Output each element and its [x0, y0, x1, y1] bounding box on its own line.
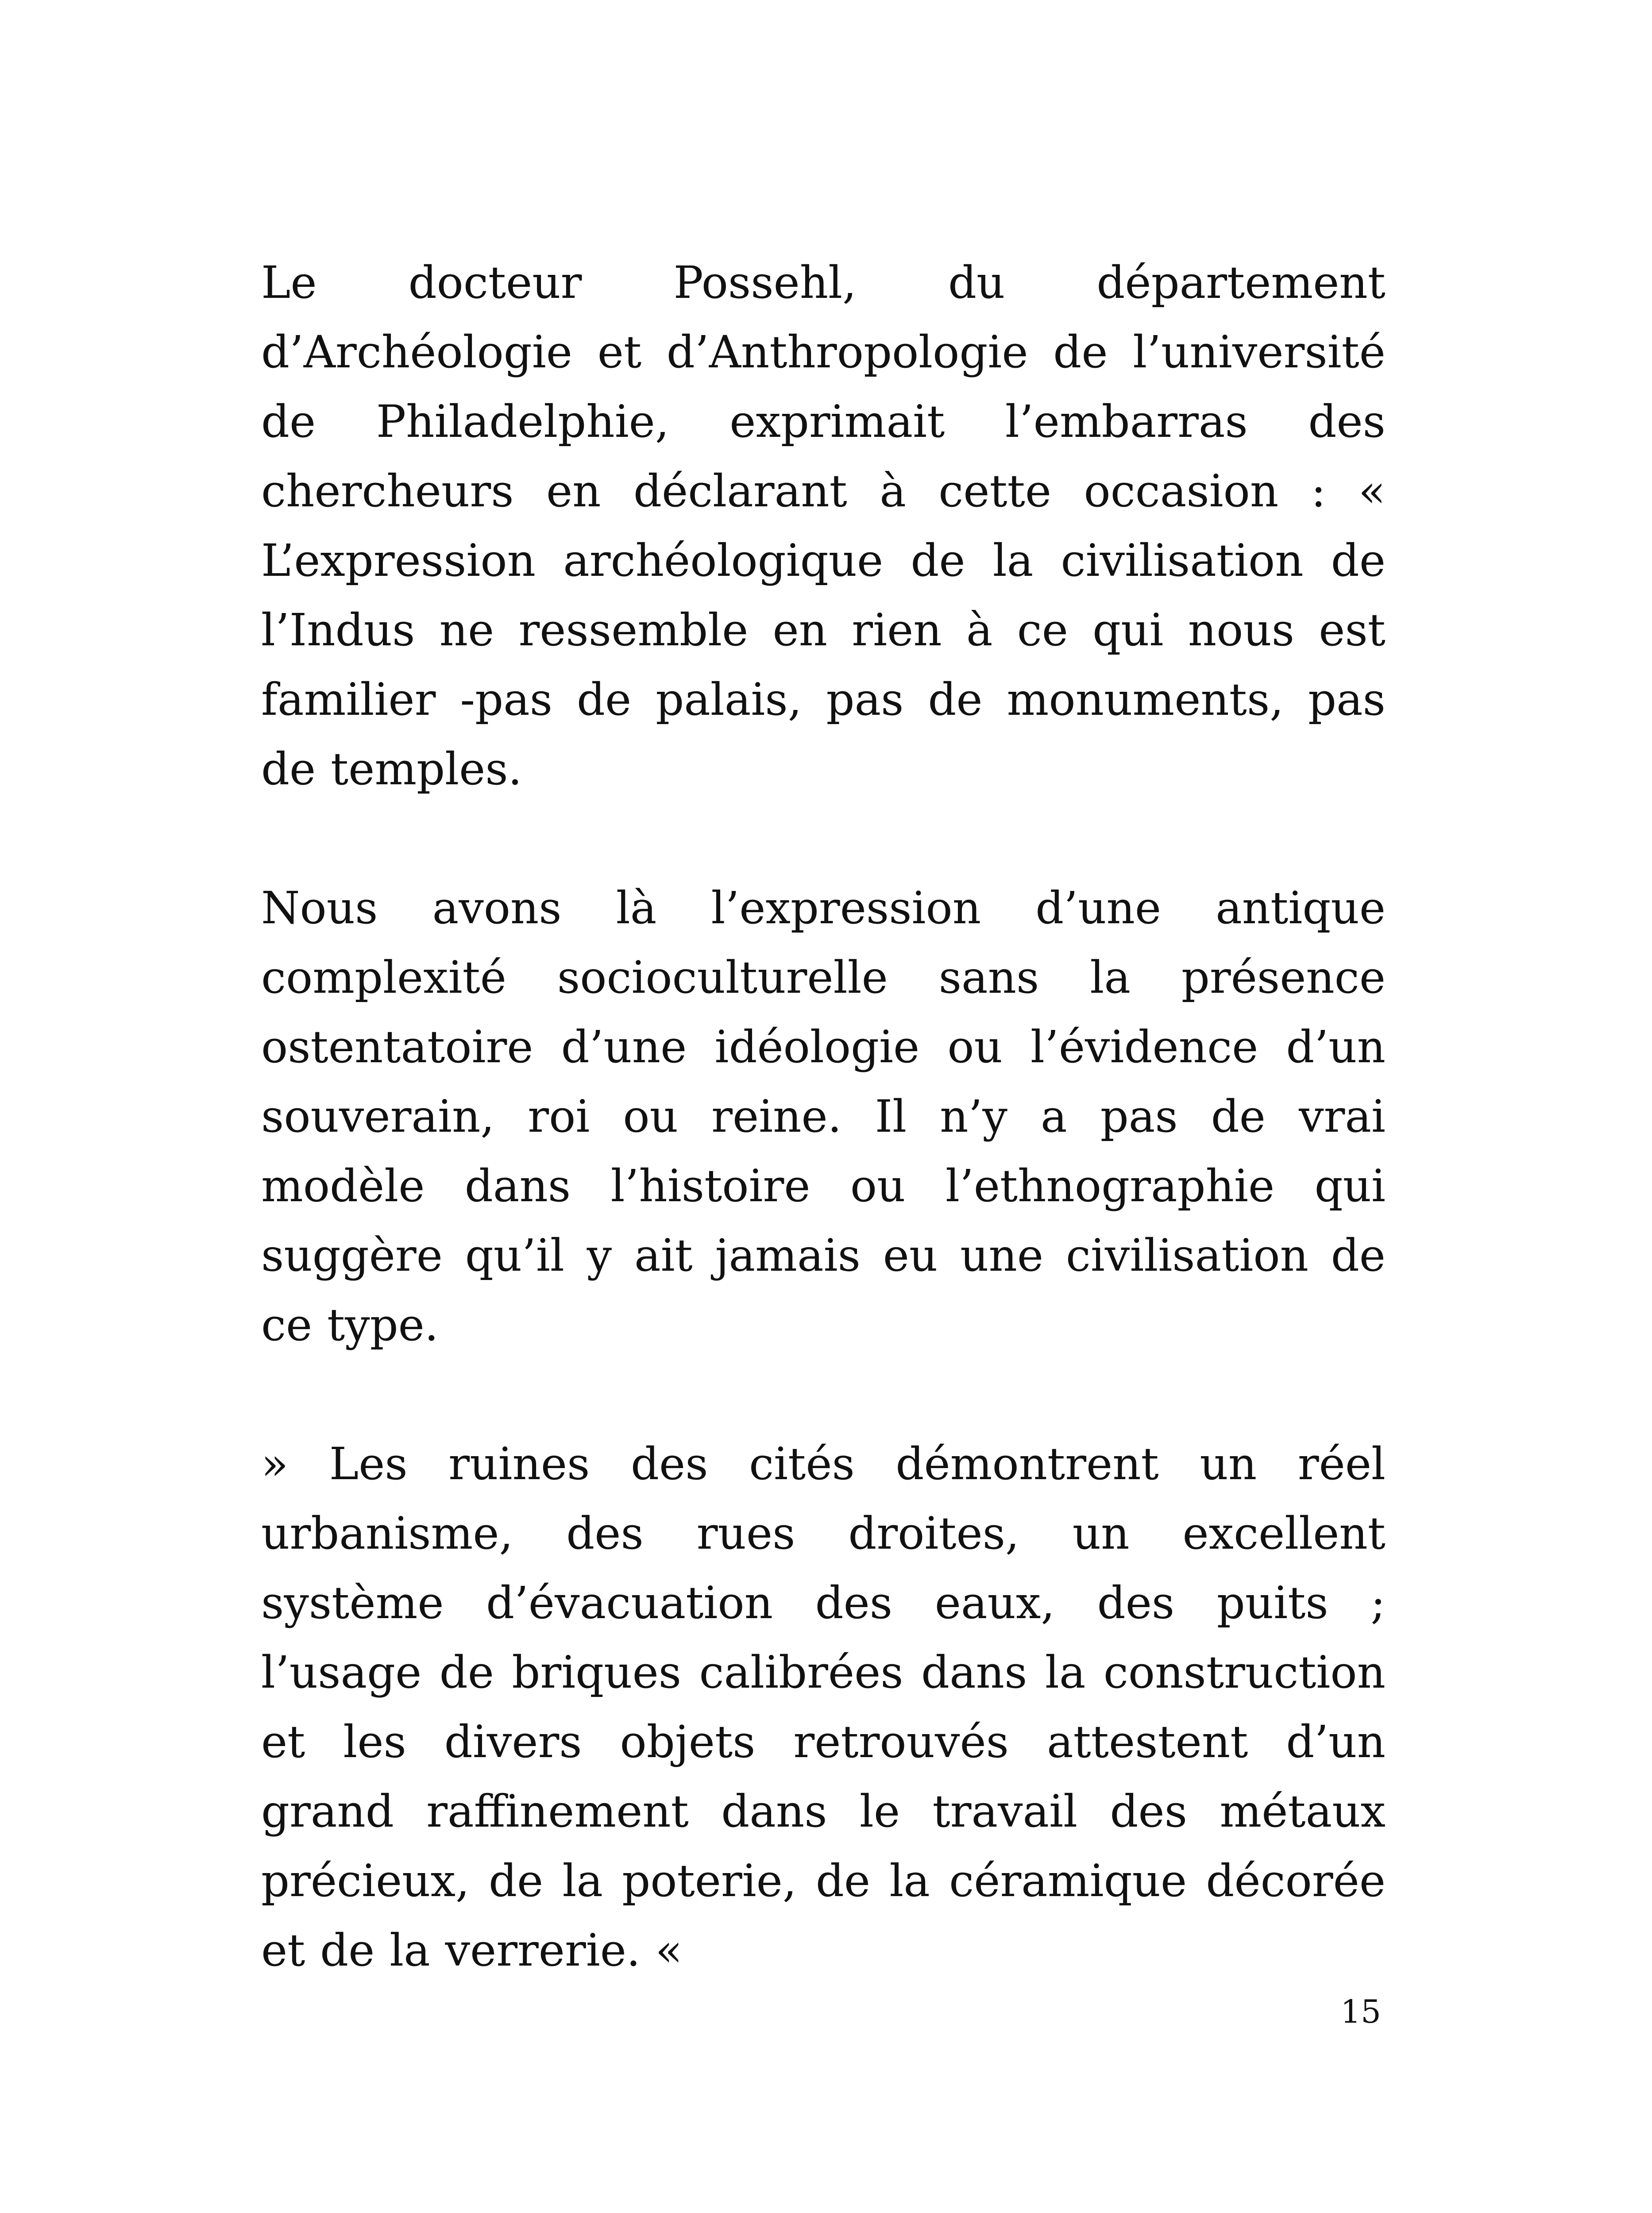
paragraph-2: Nous avons là l’expression d’une antique complexité socioculturelle sans la présence ostentatoire d’une idéologie ou l’évidence d’un souverain, roi ou reine. Il n’y a pas de vrai modèle dans l’histoire ou l’ethnographie qui suggère qu’il y ait jamais eu une civilisation de ce type.: [261, 882, 1386, 1351]
paragraph-3: » Les ruines des cités démontrent un réel urbanisme, des rues droites, un excellent système d’évacuation des eaux, des puits ; l’usage de briques calibrées dans la construction et les divers objets retrouvés attestent d’un grand raffinement dans le travail des métaux précieux, de la poterie, de la céramique décorée et de la verrerie. «: [261, 1438, 1386, 1976]
paragraph-1: Le docteur Possehl, du département d’Archéologie et d’Anthropologie de l’université de Philadelphie, exprimait l’embarras des chercheurs en déclarant à cette occasion : « L’expression archéologique de la civilisation de l’Indus ne ressemble en rien à ce qui nous est familier -pas de palais, pas de monuments, pas de temples.: [261, 257, 1386, 795]
body-text: [261, 248, 1386, 1985]
page-number: 15: [1340, 1993, 1381, 2030]
